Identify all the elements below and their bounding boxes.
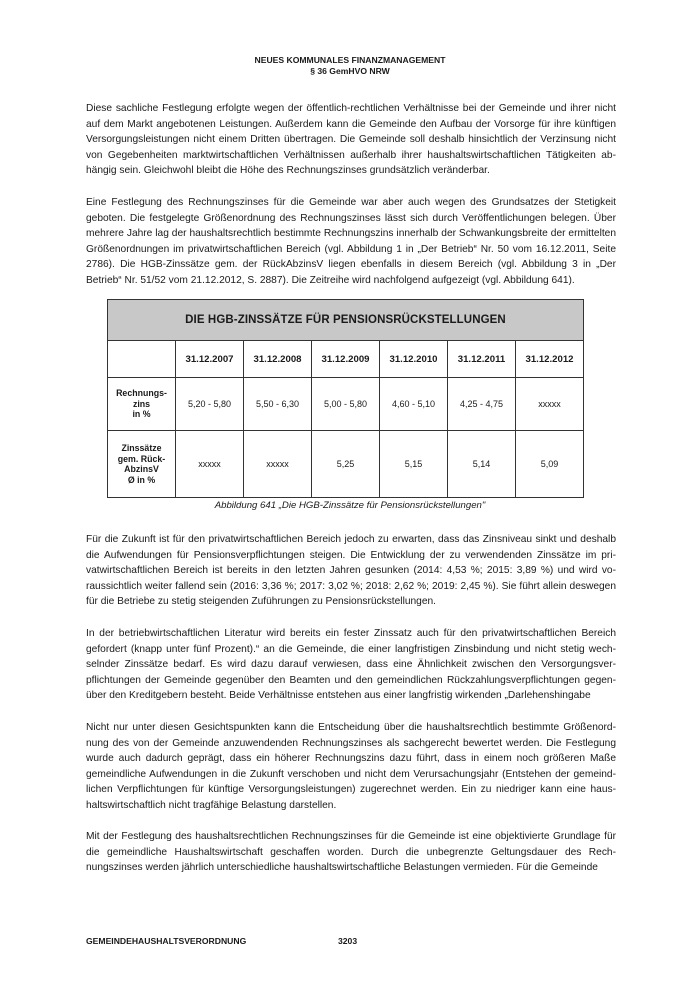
figure-caption: Abbildung 641 „Die HGB-Zinssätze für Pensionsrückstellungen" <box>214 500 486 511</box>
column-header: 31.12.2009 <box>312 341 380 378</box>
row-label-line: Ø in % <box>127 474 156 485</box>
table-cell: 5,50 - 6,30 <box>244 378 312 431</box>
paragraph-2 <box>86 195 616 289</box>
paragraph-text: Für die Zukunft ist für den privatwirtschaftlichen Bereich jedoch zu erwarten, dass das Zinsniveau sinkt und deshalb die Aufwendungen für Pensionsverpflichtungen steigen. Die Entwicklung der zu verwendenden Zinssätze im privatwirtschaftlichen Bereich ist bereits in den letzten Jahren gesunken (2014: 4,53 %; 2015: 3,89 %) und wird voraussichtlich weiter fallend sein (2016: 3,36 %; 2017: 3,02 %; 2018: 2,62 %; 2019: 2,45 %). Sie führt allein deswegen für die Betriebe zu stetig steigenden Zuführungen zu Pensionsrückstellungen. <box>86 534 616 608</box>
table-header-row <box>108 341 584 378</box>
table-cell: 5,00 - 5,80 <box>312 378 380 431</box>
paragraph-text: In der betriebwirtschaftlichen Literatur wird bereits ein fester Zinssatz auch für den privatwirtschaftlichen Bereich gefordert (knapp unter fünf Prozent).“ an die Gemeinde, die einer langfristigen Zinsbindung und nicht stetig wechselnder Zinssätze bedarf. Es wird dazu darauf verwiesen, dass eine Ähnlichkeit zwischen den Versorgungsverpflichtungen der Gemeinde gegenüber den Beamten und den gemeindlichen Rückzahlungsverpflichtungen gegenüber den Kreditgebern besteht. Beide Verhältnisse entstehen aus einer langfristig wirkenden „Darlehenshingabe <box>86 628 616 702</box>
column-header: 31.12.2007 <box>176 341 244 378</box>
row-label-line: AbzinsV <box>124 464 159 474</box>
table-cell: 5,20 - 5,80 <box>176 378 244 431</box>
row-label-line: zins <box>132 398 151 409</box>
table-row <box>108 431 584 498</box>
paragraph-5 <box>86 720 616 814</box>
table-cell: xxxxx <box>244 431 312 498</box>
table-cell: 5,15 <box>380 431 448 498</box>
table-cell: 5,25 <box>312 431 380 498</box>
table-cell: 4,60 - 5,10 <box>380 378 448 431</box>
row-label <box>108 378 176 431</box>
table-row <box>108 378 584 431</box>
paragraph-text: Eine Festlegung des Rechnungszinses für die Gemeinde war aber auch wegen des Grundsatzes der Stetigkeit geboten. Die festgelegte Größenordnung des Rechnungszinses lässt sich durch Veröffentlichungen belegen. Über mehrere Jahre lag der haushaltsrechtlich bestimmte Rechnungszins innerhalb der Schwankungsbreite der ermittelten Größenordnungen im privatwirtschaftlichen Bereich (vgl. Abbildung 1 in „Der Betrieb“ Nr. 50 vom 16.12.2011, Seite 2786). Die HGB-Zinssätze gem. der RückAbzinsV liegen ebenfalls in diesem Bereich (vgl. Abbildung 3 in „Der Betrieb“ Nr. 51/52 vom 21.12.2012, S. 2887). Die Zeitreihe wird nachfolgend aufgezeigt (vgl. Abbildung 641). <box>86 197 616 286</box>
paragraph-6 <box>86 829 616 876</box>
table-corner-cell <box>108 341 176 378</box>
table-cell: xxxxx <box>176 431 244 498</box>
header-title: NEUES KOMMUNALES FINANZMANAGEMENT <box>254 55 446 65</box>
column-header: 31.12.2008 <box>244 341 312 378</box>
paragraph-1 <box>86 101 616 179</box>
paragraph-text: Diese sachliche Festlegung erfolgte wegen der öffentlich-rechtlichen Verhältnisse bei der Gemeinde und ihrer nicht auf dem Markt angebotenen Leistungen. Außerdem kann die Gemeinde den Aufbau der Vorsorge für ihre künftigen Versorgungsleistungen nicht einem Dritten übertragen. Die Gemeinde soll deshalb hinsichtlich der Verzinsung nicht von Gegebenheiten marktwirtschaftlichen Verhältnissen außerhalb ihrer haushaltswirtschaftlichen Tätigkeiten abhängig sein. Gleichwohl bleibt die Höhe des Rechnungszinses grundsätzlich veränderbar. <box>86 103 616 177</box>
table-cell: 4,25 - 4,75 <box>448 378 516 431</box>
table-cell: xxxxx <box>516 378 584 431</box>
column-header: 31.12.2011 <box>448 341 516 378</box>
header-section: § 36 GemHVO NRW <box>310 66 390 76</box>
table-title: DIE HGB-ZINSSÄTZE FÜR PENSIONSRÜCKSTELLUNGEN <box>108 300 584 341</box>
paragraph-text: Nicht nur unter diesen Gesichtspunkten kann die Entscheidung über die haushaltsrechtlich bestimmte Größenordnung des von der Gemeinde anzuwendenden Rechnungszinses als sachgerecht bewertet werden. Die Festlegung wurde auch dadurch geprägt, dass ein höherer Rechnungszins dazu führt, dass in einem noch größeren Maße gemeindliche Aufwendungen in die Zukunft verschoben und nicht dem Verursachungsjahr (Entstehen der gemeindlichen Verpflichtungen für künftige Versorgungsleistungen) zugerechnet werden. Ein zu niedriger kann eine haushaltswirtschaftlich nicht tragfähige Belastung darstellen. <box>86 722 616 811</box>
page-number: 3203 <box>338 936 358 946</box>
row-label-line: gem. Rück- <box>117 453 166 464</box>
table <box>107 299 584 498</box>
table-cell: 5,09 <box>516 431 584 498</box>
row-label <box>108 431 176 498</box>
interest-rate-table <box>107 299 583 498</box>
column-header: 31.12.2012 <box>516 341 584 378</box>
row-label-line: Zinssätze <box>121 443 162 453</box>
paragraph-4 <box>86 626 616 704</box>
footer-title: GEMEINDEHAUSHALTSVERORDNUNG <box>86 936 247 946</box>
row-label-line: in % <box>132 409 151 420</box>
column-header: 31.12.2010 <box>380 341 448 378</box>
table-cell: 5,14 <box>448 431 516 498</box>
running-header <box>0 55 700 77</box>
row-label-line: Rechnungs- <box>116 388 167 399</box>
paragraph-3 <box>86 532 616 610</box>
paragraph-text: Mit der Festlegung des haushaltsrechtlichen Rechnungszinses für die Gemeinde ist eine objektivierte Grundlage für die gemeindliche Haushaltswirtschaft geschaffen worden. Durch die unbegrenzte Geltungsdauer des Rechnungszinses werden jährlich unterschiedliche haushaltswirtschaftliche Belastungen vermieden. Für die Gemeinde <box>86 831 616 874</box>
